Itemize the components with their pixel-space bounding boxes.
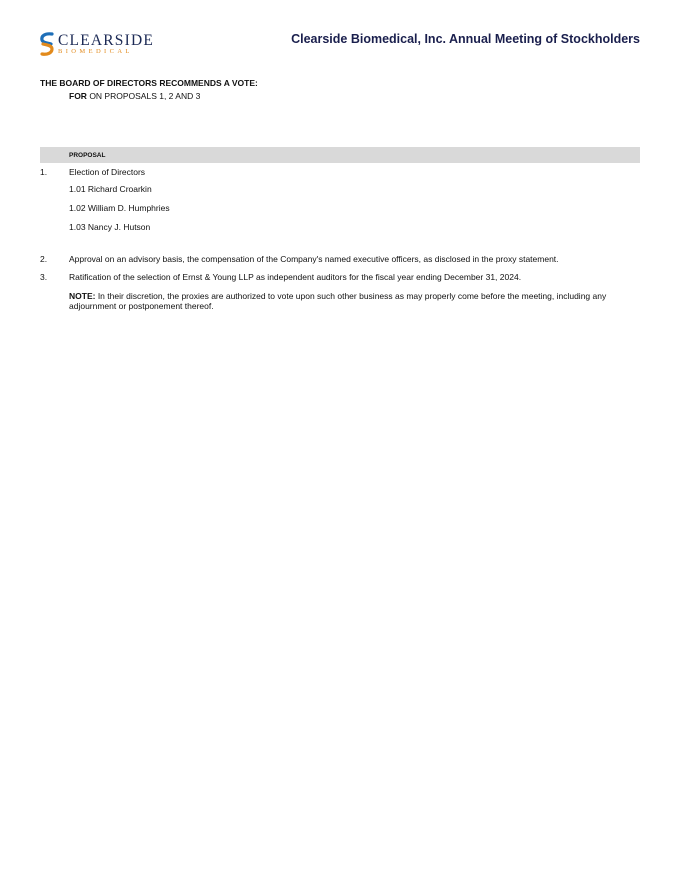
proposal-header-label: PROPOSAL <box>69 152 106 159</box>
proposal-number: 3. <box>40 272 48 282</box>
recommendation-vote <box>69 91 258 101</box>
company-logo <box>40 32 154 56</box>
nominee-item: 1.02 William D. Humphries <box>69 203 170 213</box>
logo-wordmark: CLEARSIDE <box>58 31 155 49</box>
proposal-text: Approval on an advisory basis, the compensation of the Company's named executive officers, as disclosed in the proxy statement. <box>69 254 559 264</box>
vote-for-label: FOR <box>69 91 87 101</box>
clearside-logo-mark-icon <box>40 32 54 56</box>
nominee-item: 1.01 Richard Croarkin <box>69 184 152 194</box>
proposal-text: Election of Directors <box>69 167 146 177</box>
board-recommendation <box>40 78 258 101</box>
meeting-title: Clearside Biomedical, Inc. Annual Meeting of Stockholders <box>291 32 640 46</box>
logo-subtitle: BIOMEDICAL <box>58 48 133 55</box>
recommendation-heading: THE BOARD OF DIRECTORS RECOMMENDS A VOTE: <box>40 78 258 88</box>
note-text: In their discretion, the proxies are authorized to vote upon such other business as may properly come before the meeting, including any adjournment or postponement thereof. <box>69 291 607 311</box>
proposal-number: 1. <box>40 167 48 177</box>
proposal-text: Ratification of the selection of Ernst & Young LLP as independent auditors for the fiscal year ending December 31, 2024. <box>69 272 522 282</box>
nominee-item: 1.03 Nancy J. Hutson <box>69 222 151 232</box>
note-label: NOTE: <box>69 291 96 301</box>
proposal-header-bar <box>40 147 640 163</box>
vote-proposals-text: ON PROPOSALS 1, 2 AND 3 <box>86 91 201 101</box>
proposal-number: 2. <box>40 254 48 264</box>
proxy-note <box>69 291 640 311</box>
